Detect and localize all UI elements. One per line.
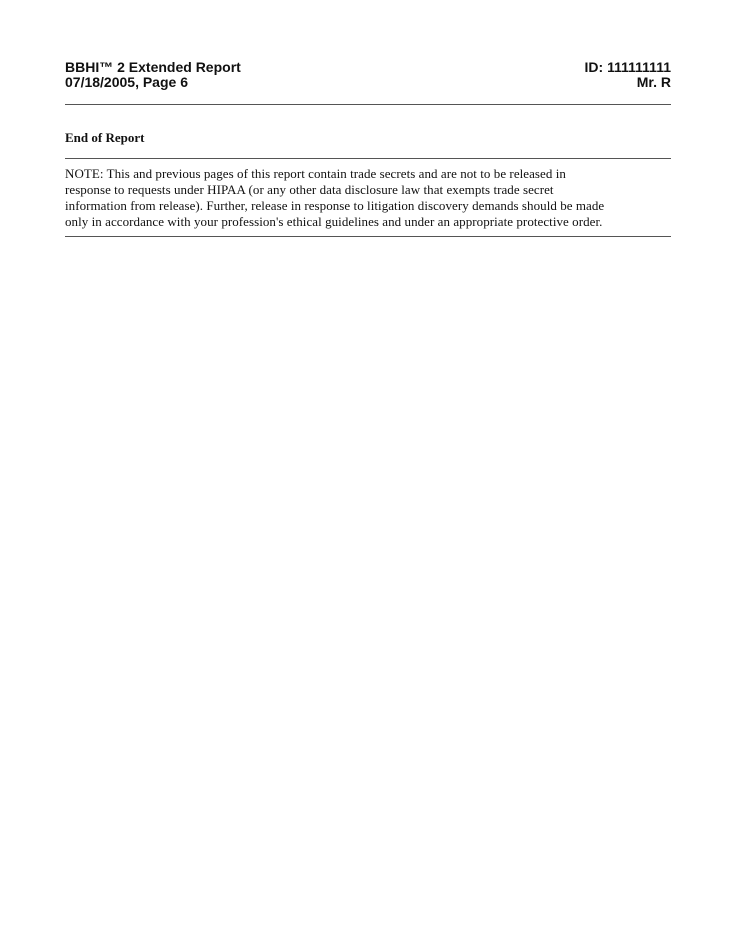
report-date-page: 07/18/2005, Page 6	[65, 74, 188, 90]
patient-id: ID: 111111111	[584, 59, 671, 75]
note-bottom-divider	[65, 236, 671, 237]
note-line: information from release). Further, release in response to litigation discovery demands should be made	[65, 198, 605, 213]
patient-name: Mr. R	[636, 74, 671, 90]
end-of-report-heading: End of Report	[65, 130, 145, 145]
header-left	[65, 60, 241, 90]
note-line: NOTE: This and previous pages of this report contain trade secrets and are not to be released in	[65, 166, 566, 181]
report-page	[65, 60, 671, 237]
report-title: BBHI™ 2 Extended Report	[65, 59, 241, 75]
note-top-divider	[65, 158, 671, 159]
page-header	[65, 60, 671, 90]
header-divider	[65, 104, 671, 105]
confidentiality-note	[65, 166, 671, 230]
note-line: only in accordance with your profession's ethical guidelines and under an appropriate protective order.	[65, 214, 603, 229]
note-line: response to requests under HIPAA (or any other data disclosure law that exempts trade secret	[65, 182, 554, 197]
header-right	[585, 60, 671, 90]
